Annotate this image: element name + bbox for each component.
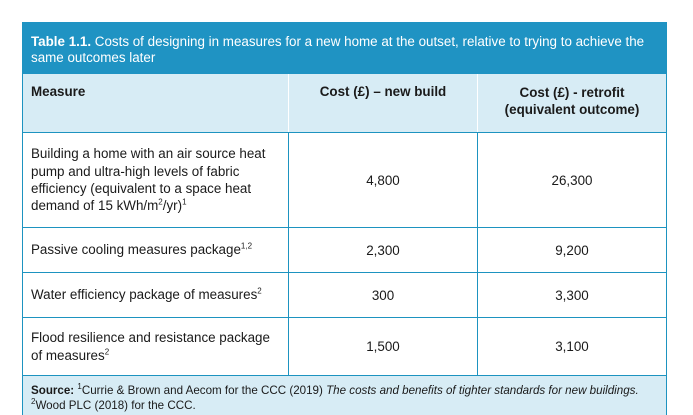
source-publication-title: The costs and benefits of tighter standards for new buildings. <box>326 384 639 397</box>
new-build-cost: 2,300 <box>288 228 478 272</box>
source-ref-1: 1 <box>77 382 82 392</box>
table-container <box>22 22 667 415</box>
header-measure: Measure <box>31 84 86 99</box>
source-ref-2: 2 <box>31 397 36 407</box>
table-row <box>23 132 666 227</box>
header-new-build: Cost (£) – new build <box>288 74 478 132</box>
source-note <box>23 376 666 415</box>
source-text-1: Currie & Brown and Aecom for the CCC (2019) <box>81 384 323 397</box>
table-number: Table 1.1. <box>31 34 92 49</box>
table-row <box>23 317 666 376</box>
measure-cell <box>23 273 288 317</box>
header-retrofit <box>478 74 666 132</box>
measure-superscript: 2 <box>158 197 163 207</box>
table-row <box>23 272 666 317</box>
measure-cell <box>23 318 288 375</box>
source-text-2: Wood PLC (2018) for the CCC. <box>35 399 196 412</box>
header-retrofit-line2: (equivalent outcome) <box>504 102 640 117</box>
footnote-ref: 2 <box>104 347 110 357</box>
header-retrofit-line1: Cost (£) - retrofit <box>519 85 625 100</box>
retrofit-cost: 26,300 <box>551 172 593 188</box>
footnote-ref: 1 <box>182 197 187 207</box>
new-build-cost: 300 <box>288 273 478 317</box>
new-build-cost: 4,800 <box>288 133 478 227</box>
table-header <box>23 74 666 132</box>
measure-cell <box>23 228 288 272</box>
footnote-ref: 1,2 <box>240 241 253 251</box>
measure-text: Flood resilience and resistance package of measures <box>31 330 270 363</box>
measure-text: Water efficiency package of measures <box>31 287 258 303</box>
table-row <box>23 227 666 272</box>
table-title <box>23 22 666 74</box>
footnote-ref: 2 <box>257 286 262 296</box>
table-caption: Costs of designing in measures for a new home at the outset, relative to trying to achieve the same outcomes later <box>31 34 645 65</box>
retrofit-cost: 9,200 <box>555 242 589 258</box>
retrofit-cost: 3,100 <box>555 339 589 354</box>
retrofit-cost: 3,300 <box>555 287 589 303</box>
source-label: Source: <box>31 384 75 397</box>
measure-text: Building a home with an air source heat pump and ultra-high levels of fabric efficiency (equivalent to a space heat demand of 15 kWh/m <box>31 146 266 214</box>
new-build-cost: 1,500 <box>288 318 478 375</box>
measure-cell <box>23 133 288 227</box>
measure-text: Passive cooling measures package <box>31 242 241 258</box>
measure-text-tail: /yr) <box>162 198 183 214</box>
